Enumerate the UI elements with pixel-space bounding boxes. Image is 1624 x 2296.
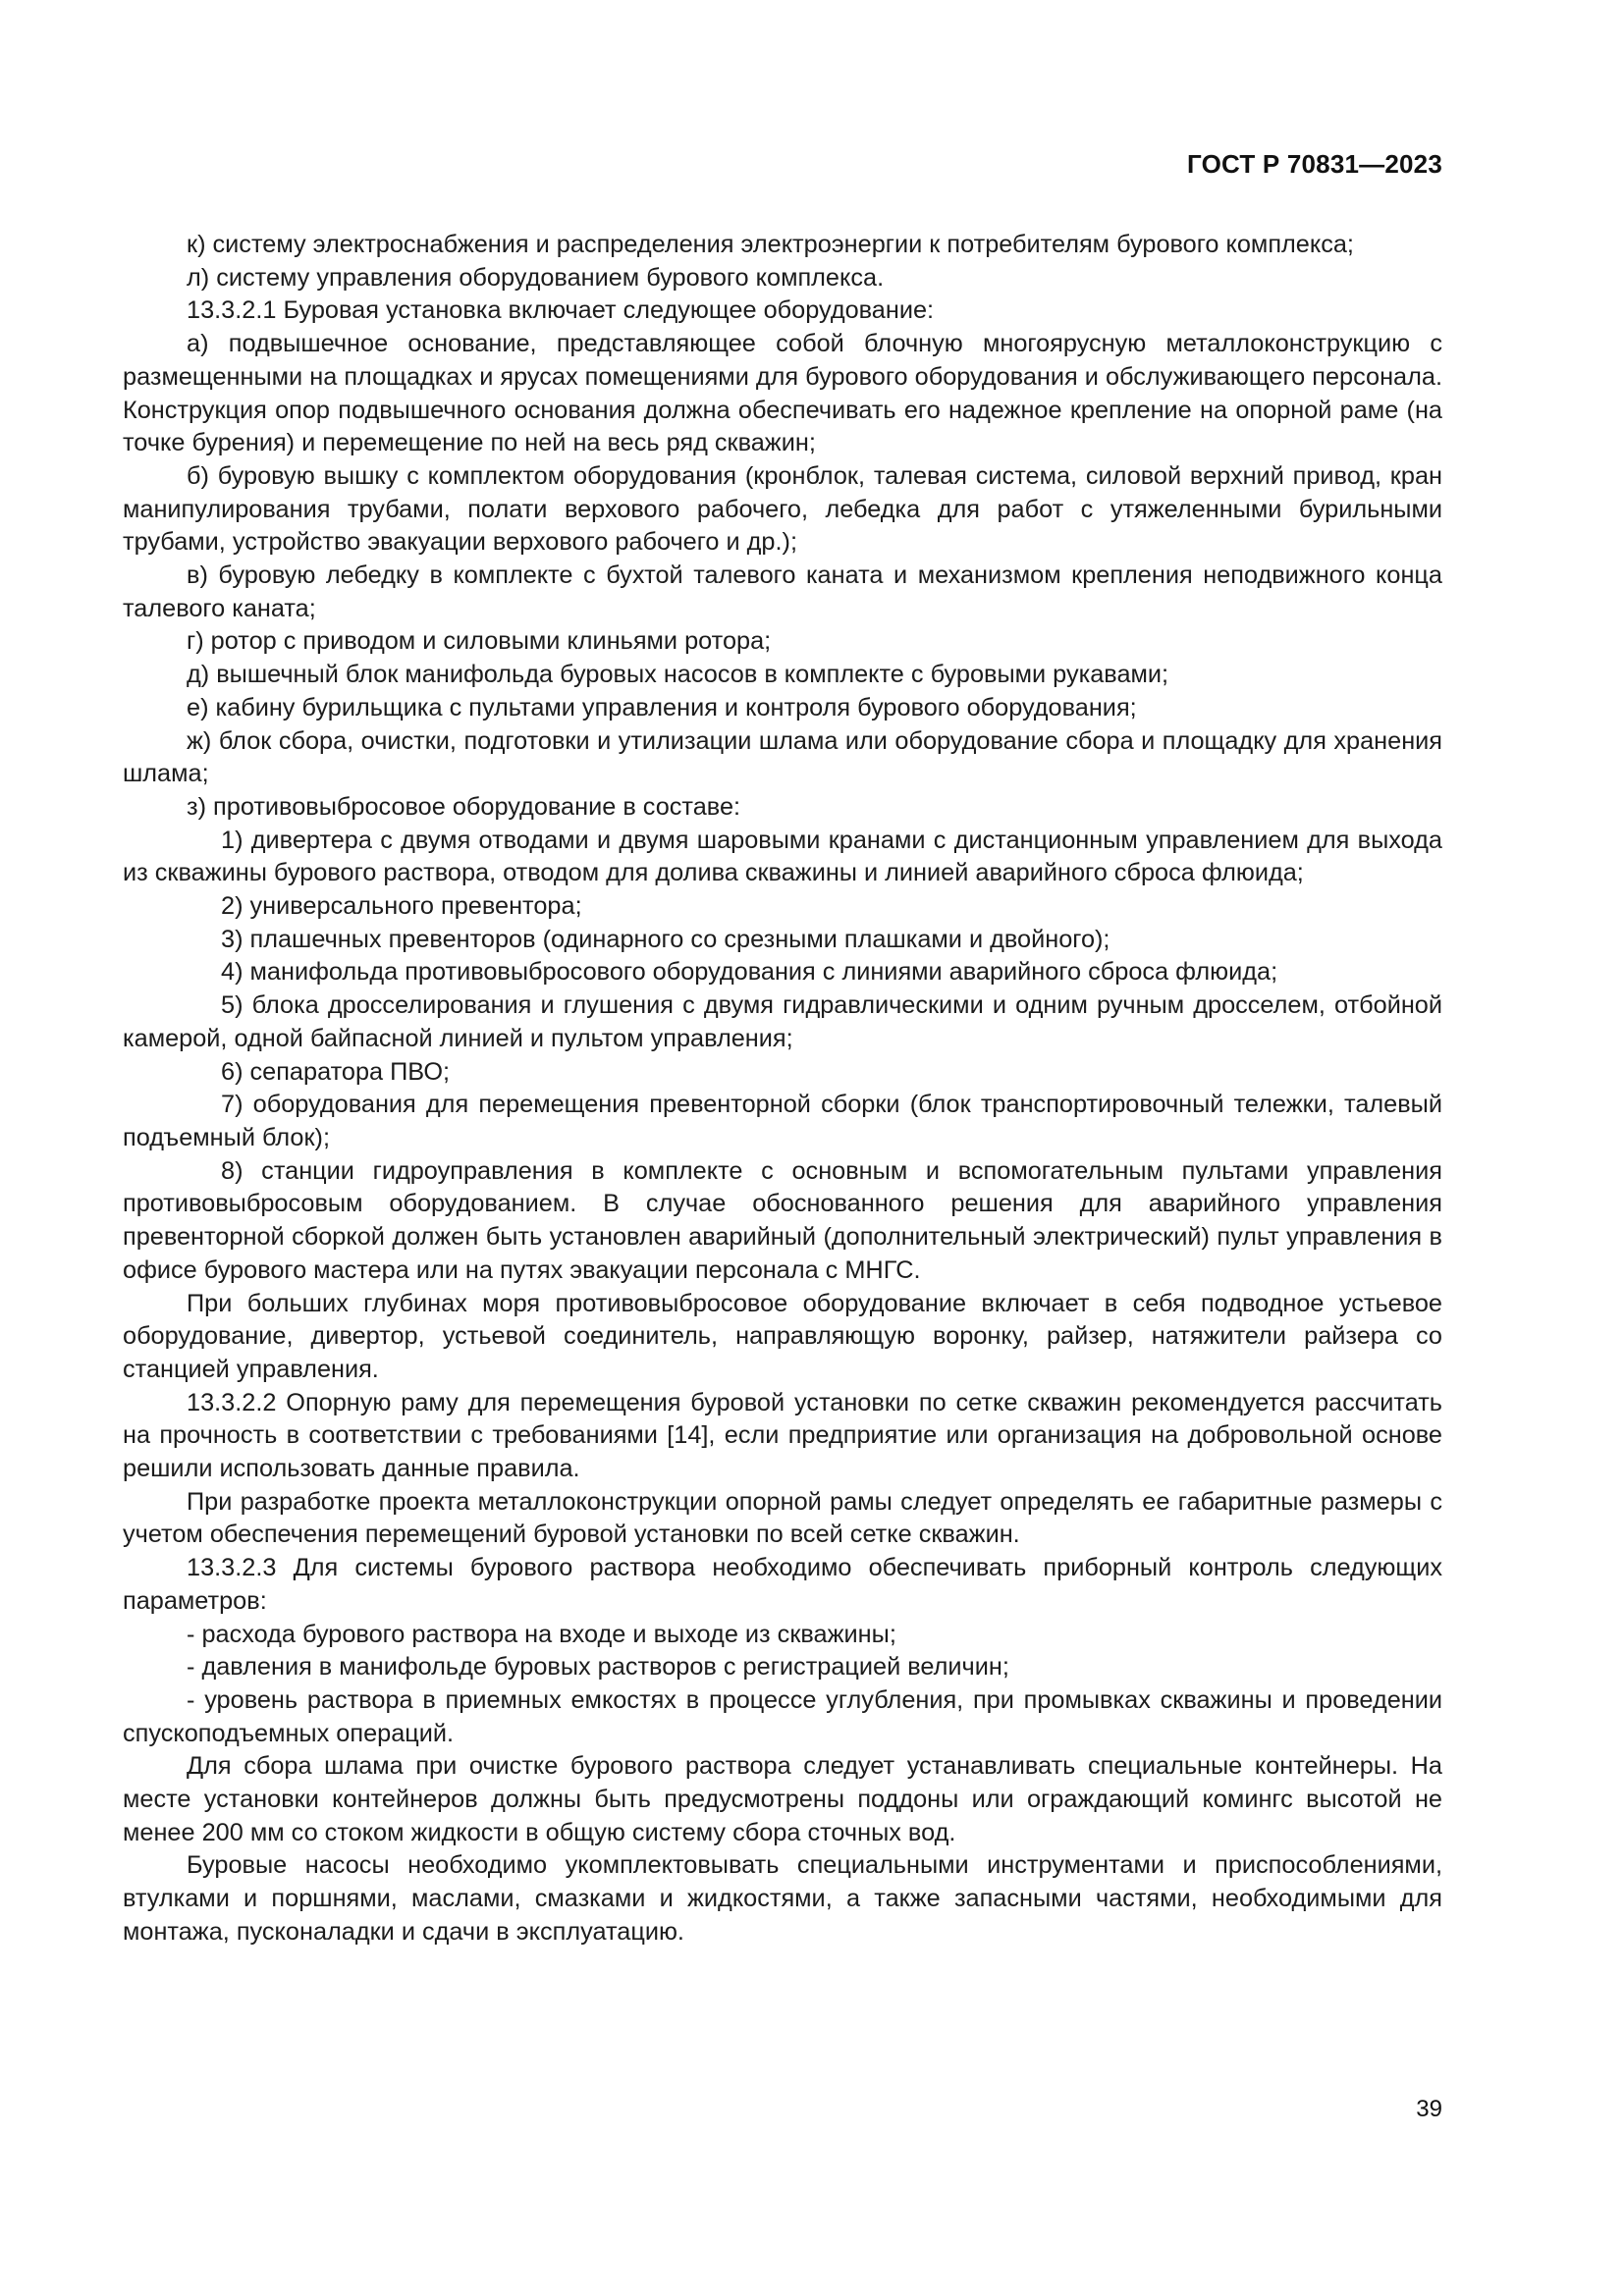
subitem-1-diverter: 1) дивертера с двумя отводами и двумя шаровыми кранами с дистанционным управлением для выхода из скважины бурового раствора, отводом для долива скважины и линией аварийного сброса флюида; <box>123 826 1442 887</box>
clause-13-3-2-2: 13.3.2.2 Опорную раму для перемещения буровой установки по сетке скважин рекомендуется рассчитать на прочность в соответствии с требованиями [14], если предприятие или организация на добровольной основе решили использовать данные правила. <box>123 1388 1442 1483</box>
item-z-bop-equipment: з) противовыбросовое оборудование в составе: <box>187 792 741 821</box>
page-number: 39 <box>1416 2096 1442 2122</box>
paragraph-cuttings-containers: Для сбора шлама при очистке бурового раствора следует устанавливать специальные контейнеры. На месте установки контейнеров должны быть предусмотрены поддоны или ограждающий комингс высотой не менее 200 мм со стоком жидкости в общую систему сбора сточных вод. <box>123 1752 1442 1846</box>
list-item-tank-level: - уровень раствора в приемных емкостях в процессе углубления, при промывках скважины и проведении спускоподъемных операций. <box>123 1685 1442 1747</box>
item-v-drawworks: в) буровую лебедку в комплекте с бухтой талевого каната и механизмом крепления неподвижного конца талевого каната; <box>123 561 1442 622</box>
clause-13-3-2-3: 13.3.2.3 Для системы бурового раствора необходимо обеспечивать приборный контроль следующих параметров: <box>123 1554 1442 1615</box>
subitem-5-choke-kill-unit: 5) блока дросселирования и глушения с двумя гидравлическими и одним ручным дросселем, отбойной камерой, одной байпасной линией и пультом управления; <box>123 991 1442 1052</box>
subitem-3-ram-preventers: 3) плашечных превенторов (одинарного со срезными плашками и двойного); <box>221 925 1110 953</box>
body-text <box>123 229 1442 1949</box>
paragraph-frame-design: При разработке проекта металлоконструкции опорной рамы следует определять ее габаритные размеры с учетом обеспечения перемещений буровой установки по всей сетке скважин. <box>123 1487 1442 1549</box>
clause-13-3-2-1: 13.3.2.1 Буровая установка включает следующее оборудование: <box>187 296 935 325</box>
subitem-8-hydraulic-control: 8) станции гидроуправления в комплекте с основным и вспомогательным пультами управления противовыбросовым оборудованием. В случае обоснованного решения для аварийного управления превенторной сборкой должен быть установлен аварийный (дополнительный электрический) пульт управления в офисе бурового мастера или на путях эвакуации персонала с МНГС. <box>123 1156 1442 1284</box>
subitem-2-annular-preventer: 2) универсального превентора; <box>221 892 582 921</box>
item-a-substructure: а) подвышечное основание, представляющее собой блочную многоярусную металлоконструкцию с размещенными на площадках и ярусах помещениями для бурового оборудования и обслуживающего персонала. Конструкция опор подвышечного основания должна обеспечивать его надежное крепление на опорной раме (на точке бурения) и перемещение по ней на весь ряд скважин; <box>123 330 1442 457</box>
item-k-power-supply: к) систему электроснабжения и распределения электроэнергии к потребителям бурового комплекса; <box>187 231 1354 258</box>
item-zh-cuttings-block: ж) блок сбора, очистки, подготовки и утилизации шлама или оборудование сбора и площадку для хранения шлама; <box>123 726 1442 788</box>
item-l-control-system: л) систему управления оборудованием бурового комплекса. <box>187 263 885 292</box>
subitem-4-bop-manifold: 4) манифольда противовыбросового оборудования с линиями аварийного сброса флюида; <box>221 958 1278 987</box>
list-item-manifold-pressure: - давления в манифольде буровых растворов с регистрацией величин; <box>187 1653 1009 1682</box>
list-item-flow-rate: - расхода бурового раствора на входе и выходе из скважины; <box>187 1620 896 1648</box>
item-g-rotary-table: г) ротор с приводом и силовыми клиньями ротора; <box>187 627 772 656</box>
paragraph-mud-pumps: Буровые насосы необходимо укомплектовывать специальными инструментами и приспособлениями, втулками и поршнями, маслами, смазками и жидкостями, а также запасными частями, необходимыми для монтажа, пусконаладки и сдачи в эксплуатацию. <box>123 1851 1442 1946</box>
item-e-driller-cabin: е) кабину бурильщика с пультами управления и контроля бурового оборудования; <box>187 693 1137 721</box>
paragraph-deep-water-bop: При больших глубинах моря противовыбросовое оборудование включает в себя подводное устьевое оборудование, дивертор, устьевой соединитель, направляющую воронку, райзер, натяжители райзера со станцией управления. <box>123 1289 1442 1383</box>
item-d-manifold-block: д) вышечный блок манифольда буровых насосов в комплекте с буровыми рукавами; <box>187 661 1169 689</box>
subitem-6-bop-separator: 6) сепаратора ПВО; <box>221 1057 451 1086</box>
subitem-7-bop-transport: 7) оборудования для перемещения превенторной сборки (блок транспортировочный тележки, талевый подъемный блок); <box>123 1091 1442 1151</box>
item-b-derrick: б) буровую вышку с комплектом оборудования (кронблок, талевая система, силовой верхний привод, кран манипулирования трубами, полати верхового рабочего, лебедка для работ с утяжеленными бурильными трубами, устройство эвакуации верхового рабочего и др.); <box>123 461 1442 557</box>
standard-designation: ГОСТ Р 70831—2023 <box>1187 149 1442 179</box>
